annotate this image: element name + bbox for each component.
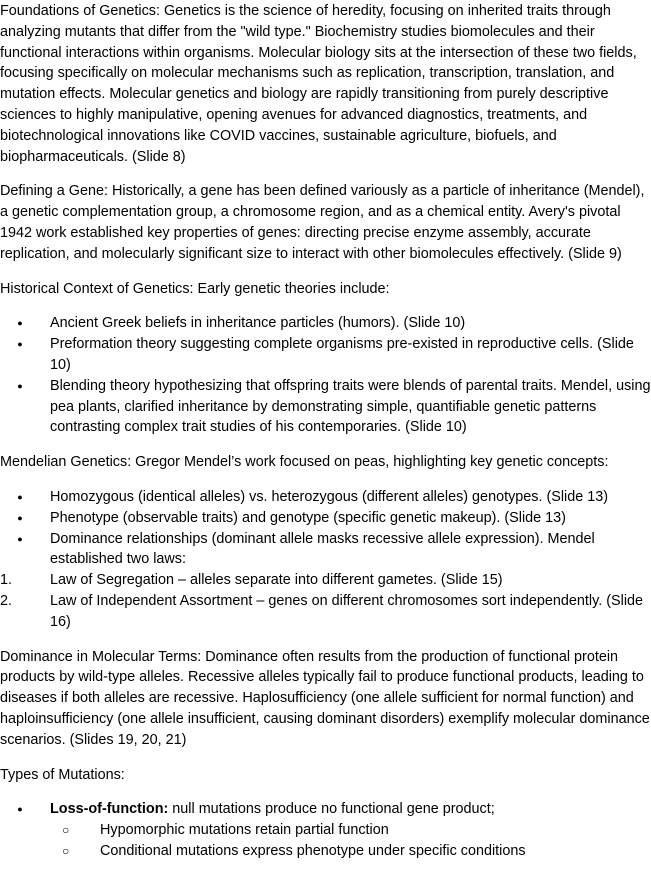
numbered-item: [0, 591, 651, 633]
bullet-marker: ●: [17, 380, 23, 391]
bullet-marker: ●: [17, 512, 23, 523]
bullet-marker: ●: [17, 533, 23, 544]
list-item: [0, 508, 651, 529]
bullet-marker: ●: [17, 318, 23, 329]
paragraph-defining-gene: Defining a Gene: Historically, a gene has been defined variously as a particle of inheritance (Mendel), a genetic complementation group, a chromosome region, and as a chemical entity. Avery's pivotal 1942 work established key properties of genes: directing precise enzyme assembly, accurate replication, and molecularly significant size to interact with other biomolecules effectively. (Slide 9): [0, 183, 645, 262]
list-item-text: Dominance relationships (dominant allele masks recessive allele expression). Mendel established two laws:: [50, 530, 595, 568]
loss-of-function-label: Loss-of-function:: [50, 801, 169, 818]
list-item-text: Phenotype (observable traits) and genotype (specific genetic makeup). (Slide 13): [50, 509, 566, 526]
number-marker: 2.: [0, 592, 13, 609]
paragraph-foundations: Foundations of Genetics: Genetics is the science of heredity, focusing on inherited traits through analyzing mutants that differ from the "wild type." Biochemistry studies biomolecules and their functional interactions within organisms. Molecular biology sits at the intersection of these two fields, focusing specifically on molecular mechanisms such as replication, transcription, translation, and mutation effects. Molecular genetics and biology are rapidly transitioning from purely descriptive sciences to highly manipulative, opening avenues for advanced diagnostics, treatments, and biotechnological innovations like COVID vaccines, sustainable agriculture, biofuels, and biopharmaceuticals. (Slide 8): [0, 3, 637, 165]
sub-list-item: [0, 820, 651, 841]
numbered-item: [0, 570, 651, 591]
list-item: [0, 313, 651, 334]
list-item-text: null mutations produce no functional gene product;: [168, 801, 495, 818]
paragraph-dominance: Dominance in Molecular Terms: Dominance often results from the production of functional protein products by wild-type alleles. Recessive alleles typically fail to produce functional products, leading to diseases if both alleles are recessive. Haplosufficiency (one allele sufficient for normal function) and haploinsufficiency (one allele insufficient, causing dominant disorders) exemplify molecular dominance scenarios. (Slides 19, 20, 21): [0, 648, 650, 748]
list-item-text: Blending theory hypothesizing that offspring traits were blends of parental traits. Mendel, using pea plants, clarified inheritance by demonstrating simple, quantifiable genetic patterns contrasting complex trait studies of his contemporaries. (Slide 10): [50, 377, 651, 436]
number-marker: 1.: [0, 572, 13, 589]
historical-list: [0, 313, 651, 438]
circle-marker: ○: [62, 843, 70, 858]
list-item: [0, 334, 651, 376]
list-item-text: Preformation theory suggesting complete organisms pre-existed in reproductive cells. (Slide 10): [50, 336, 634, 373]
mendelian-list: [0, 487, 651, 633]
list-item: [0, 529, 651, 571]
bullet-marker: ●: [17, 491, 23, 502]
list-item-text: Conditional mutations express phenotype under specific conditions: [100, 842, 526, 859]
paragraph-mendelian: Mendelian Genetics: Gregor Mendel’s work focused on peas, highlighting key genetic concepts:: [0, 454, 609, 471]
list-item: [0, 376, 651, 438]
bullet-marker: ●: [17, 804, 23, 815]
paragraph-historical-context: Historical Context of Genetics: Early genetic theories include:: [0, 280, 390, 297]
paragraph-types-of-mutations: Types of Mutations:: [0, 766, 125, 783]
list-item-text: Hypomorphic mutations retain partial function: [100, 822, 389, 839]
list-item: [0, 487, 651, 508]
list-item-text: Law of Independent Assortment – genes on different chromosomes sort independently. (Slide 16): [50, 592, 644, 630]
list-item-text: Ancient Greek beliefs in inheritance particles (humors). (Slide 10): [50, 315, 466, 332]
circle-marker: ○: [62, 823, 70, 838]
sub-list-item: [0, 841, 651, 862]
list-item-text: Homozygous (identical alleles) vs. heterozygous (different alleles) genotypes. (Slide 13): [50, 488, 609, 505]
mutations-list: [0, 799, 651, 861]
bullet-marker: ●: [17, 339, 23, 350]
list-item: [0, 799, 651, 820]
list-item-text: Law of Segregation – alleles separate into different gametes. (Slide 15): [50, 572, 503, 589]
